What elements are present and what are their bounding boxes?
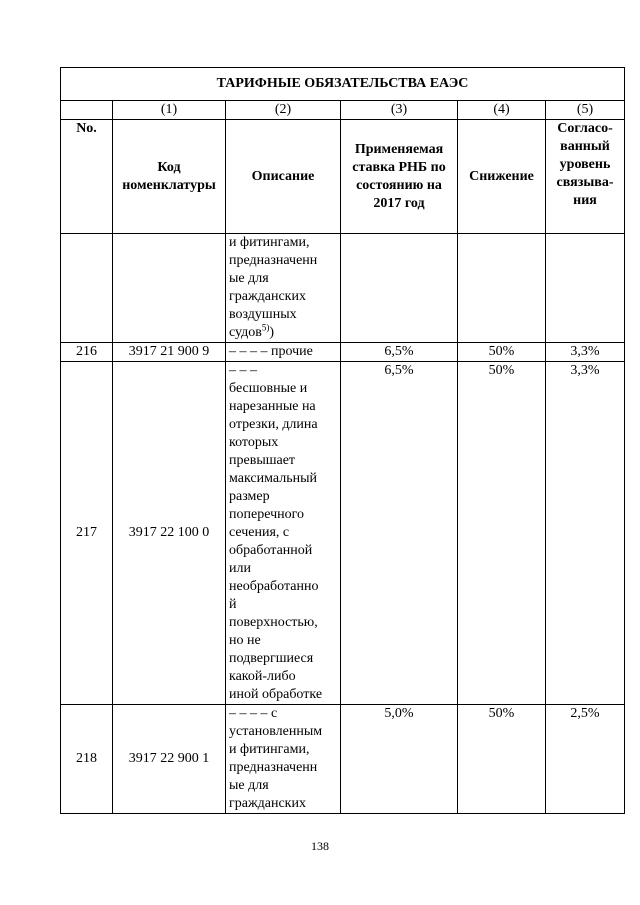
header-description: Описание xyxy=(226,120,341,234)
description-line: ые для xyxy=(229,778,269,793)
header-no: No. xyxy=(61,120,113,234)
description-line: бесшовные и xyxy=(229,381,308,396)
header-rate-line: ставка РНБ по xyxy=(352,159,446,175)
description-line: поверхностью, xyxy=(229,615,318,630)
description-line: поперечного xyxy=(229,507,304,522)
column-number-4: (4) xyxy=(458,101,546,120)
row-description xyxy=(226,705,341,814)
description-line: й xyxy=(229,597,237,612)
row-code: 3917 22 900 1 xyxy=(113,705,226,814)
description-line: и фитингами, xyxy=(229,235,310,250)
description-line: гражданских xyxy=(229,796,306,811)
continuation-reduction xyxy=(458,234,546,343)
description-line: но не xyxy=(229,633,261,648)
header-code xyxy=(113,120,226,234)
header-bound-line: ния xyxy=(573,193,597,208)
header-bound-line: Согласо- xyxy=(557,121,613,136)
row-reduction: 50% xyxy=(458,362,546,705)
description-line: обработанной xyxy=(229,543,313,558)
row-code: 3917 22 100 0 xyxy=(113,362,226,705)
description-line: гражданских xyxy=(229,289,306,304)
column-number-5: (5) xyxy=(546,101,625,120)
row-rate: 6,5% xyxy=(341,362,458,705)
continuation-row xyxy=(61,234,625,343)
header-rate xyxy=(341,120,458,234)
header-bound-line: уровень xyxy=(559,157,611,172)
row-bound: 3,3% xyxy=(546,343,625,362)
table-row xyxy=(61,705,625,814)
header-row xyxy=(61,120,625,234)
row-no: 216 xyxy=(61,343,113,362)
description-text: судов xyxy=(229,325,262,340)
header-bound-line: ванный xyxy=(560,139,610,154)
row-rate: 6,5% xyxy=(341,343,458,362)
continuation-bound xyxy=(546,234,625,343)
row-bound: 3,3% xyxy=(546,362,625,705)
description-line: необработанно xyxy=(229,579,319,594)
description-line-last xyxy=(229,324,338,342)
footnote-marker: 5) xyxy=(261,322,270,333)
description-line: установленным xyxy=(229,724,323,739)
description-line: превышает xyxy=(229,453,296,468)
row-rate: 5,0% xyxy=(341,705,458,814)
header-code-line: номенклатуры xyxy=(122,177,216,193)
description-line: размер xyxy=(229,489,270,504)
description-line: – – – xyxy=(229,363,257,378)
header-rate-line: Применяемая xyxy=(354,141,444,157)
header-rate-line: 2017 год xyxy=(373,195,425,211)
row-description xyxy=(226,343,341,362)
row-no: 218 xyxy=(61,705,113,814)
description-line: максимальный xyxy=(229,471,317,486)
description-line: и фитингами, xyxy=(229,742,310,757)
column-number-blank xyxy=(61,101,113,120)
continuation-no xyxy=(61,234,113,343)
title-row xyxy=(61,68,625,101)
description-line: – – – – с xyxy=(229,706,278,721)
description-line: ые для xyxy=(229,271,269,286)
description-text: ) xyxy=(269,325,275,340)
description-line: иной обработке xyxy=(229,687,323,702)
description-line: воздушных xyxy=(229,307,297,322)
row-reduction: 50% xyxy=(458,705,546,814)
table-row xyxy=(61,362,625,705)
description-line: предназначенн xyxy=(229,253,318,268)
row-code: 3917 21 900 9 xyxy=(113,343,226,362)
column-number-2: (2) xyxy=(226,101,341,120)
description-line: подвергшиеся xyxy=(229,651,314,666)
column-number-1: (1) xyxy=(113,101,226,120)
description-line: предназначенн xyxy=(229,760,318,775)
description-line: отрезки, длина xyxy=(229,417,318,432)
header-code-line: Код xyxy=(157,159,181,175)
header-rate-line: состоянию на xyxy=(356,177,442,193)
header-bound-line: связыва- xyxy=(556,175,614,190)
row-bound: 2,5% xyxy=(546,705,625,814)
continuation-code xyxy=(113,234,226,343)
header-bound xyxy=(546,120,625,234)
description-line: нарезанные на xyxy=(229,399,316,414)
header-reduction: Снижение xyxy=(458,120,546,234)
description-line: какой-либо xyxy=(229,669,296,684)
continuation-rate xyxy=(341,234,458,343)
row-description xyxy=(226,362,341,705)
continuation-description xyxy=(226,234,341,343)
table-row xyxy=(61,343,625,362)
column-number-3: (3) xyxy=(341,101,458,120)
description-line: – – – – прочие xyxy=(229,344,313,359)
description-line: сечения, с xyxy=(229,525,290,540)
column-number-row xyxy=(61,101,625,120)
description-line: или xyxy=(229,561,251,576)
description-line: которых xyxy=(229,435,279,450)
page-number: 138 xyxy=(311,839,329,853)
tariff-table xyxy=(60,67,625,814)
row-no: 217 xyxy=(61,362,113,705)
row-reduction: 50% xyxy=(458,343,546,362)
table-title: ТАРИФНЫЕ ОБЯЗАТЕЛЬСТВА ЕАЭС xyxy=(61,68,625,101)
